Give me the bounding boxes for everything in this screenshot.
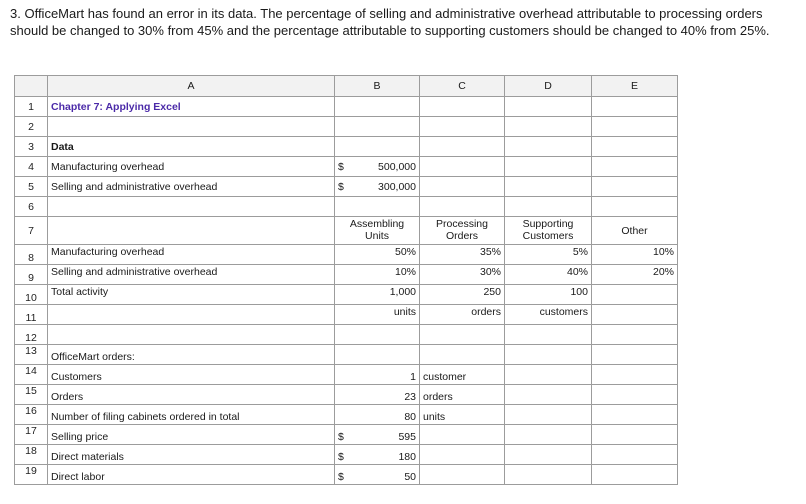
sheet-row — [15, 305, 678, 325]
column-header-row — [15, 76, 678, 97]
cell-c3[interactable] — [420, 137, 505, 157]
cell-a9[interactable]: Selling and administrative overhead — [48, 265, 335, 285]
cell-b19[interactable] — [335, 465, 420, 485]
currency-symbol: $ — [338, 180, 344, 193]
cell-d14[interactable] — [505, 365, 592, 385]
cell-b2[interactable] — [335, 117, 420, 137]
sheet-row — [15, 217, 678, 245]
cell-e19[interactable] — [592, 465, 678, 485]
cell-e15[interactable] — [592, 385, 678, 405]
cell-d7[interactable]: Supporting Customers — [505, 217, 592, 245]
cell-c19[interactable] — [420, 465, 505, 485]
cell-d11[interactable]: customers — [505, 305, 592, 325]
cell-e1[interactable] — [592, 97, 678, 117]
select-all-corner[interactable] — [15, 76, 48, 97]
cell-b16[interactable]: 80 — [335, 405, 420, 425]
cell-d1[interactable] — [505, 97, 592, 117]
cell-d4[interactable] — [505, 157, 592, 177]
cell-e11[interactable] — [592, 305, 678, 325]
cell-a19[interactable]: Direct labor — [48, 465, 335, 485]
cell-d12[interactable] — [505, 325, 592, 345]
row-header[interactable]: 17 — [15, 425, 48, 445]
cell-a16[interactable]: Number of filing cabinets ordered in total — [48, 405, 335, 425]
cell-c5[interactable] — [420, 177, 505, 197]
cell-e14[interactable] — [592, 365, 678, 385]
cell-b7[interactable]: Assembling Units — [335, 217, 420, 245]
cell-b10[interactable]: 1,000 — [335, 285, 420, 305]
cell-c8[interactable]: 35% — [420, 245, 505, 265]
cell-b17-value: 595 — [398, 431, 416, 443]
cell-d10[interactable]: 100 — [505, 285, 592, 305]
cell-b17[interactable] — [335, 425, 420, 445]
cell-d6[interactable] — [505, 197, 592, 217]
sheet-row — [15, 285, 678, 305]
cell-e16[interactable] — [592, 405, 678, 425]
cell-b19-value: 50 — [404, 471, 416, 483]
cell-b9[interactable]: 10% — [335, 265, 420, 285]
row-header[interactable]: 7 — [15, 217, 48, 245]
cell-a7[interactable] — [48, 217, 335, 245]
cell-c7[interactable]: Processing Orders — [420, 217, 505, 245]
cell-a4[interactable]: Manufacturing overhead — [48, 157, 335, 177]
cell-d18[interactable] — [505, 445, 592, 465]
row-header[interactable]: 10 — [15, 285, 48, 305]
cell-a8[interactable]: Manufacturing overhead — [48, 245, 335, 265]
cell-a2[interactable] — [48, 117, 335, 137]
cell-d5[interactable] — [505, 177, 592, 197]
column-header-d[interactable]: D — [505, 76, 592, 97]
row-header[interactable]: 19 — [15, 465, 48, 485]
sheet-row — [15, 425, 678, 445]
cell-e5[interactable] — [592, 177, 678, 197]
cell-d19[interactable] — [505, 465, 592, 485]
row-header[interactable]: 15 — [15, 385, 48, 405]
cell-b4-value: 500,000 — [378, 160, 416, 173]
sheet-row — [15, 245, 678, 265]
cell-b11[interactable]: units — [335, 305, 420, 325]
sheet-row — [15, 465, 678, 485]
cell-d2[interactable] — [505, 117, 592, 137]
cell-b5-value: 300,000 — [378, 180, 416, 193]
currency-symbol: $ — [338, 451, 344, 463]
sheet-row — [15, 137, 678, 157]
cell-b14[interactable]: 1 — [335, 365, 420, 385]
cell-a3[interactable]: Data — [48, 137, 335, 157]
cell-b8[interactable]: 50% — [335, 245, 420, 265]
cell-c16[interactable]: units — [420, 405, 505, 425]
currency-symbol: $ — [338, 160, 344, 173]
cell-a5[interactable]: Selling and administrative overhead — [48, 177, 335, 197]
column-header-e[interactable]: E — [592, 76, 678, 97]
row-header[interactable]: 2 — [15, 117, 48, 137]
column-header-b[interactable]: B — [335, 76, 420, 97]
cell-e7[interactable]: Other — [592, 217, 678, 245]
row-header[interactable]: 5 — [15, 177, 48, 197]
sheet-row — [15, 445, 678, 465]
column-header-c[interactable]: C — [420, 76, 505, 97]
cell-b18[interactable] — [335, 445, 420, 465]
cell-d15[interactable] — [505, 385, 592, 405]
row-header[interactable]: 1 — [15, 97, 48, 117]
cell-d17[interactable] — [505, 425, 592, 445]
currency-symbol: $ — [338, 431, 344, 443]
cell-c9[interactable]: 30% — [420, 265, 505, 285]
sheet-row — [15, 117, 678, 137]
instruction-text: 3. OfficeMart has found an error in its data. The percentage of selling and administrative overhead attributable to processing orders should be changed to 30% from 45% and the percentage attributable to supporting customers should be changed to 40% from 25%. — [10, 6, 770, 38]
cell-a15[interactable]: Orders — [48, 385, 335, 405]
cell-c15[interactable]: orders — [420, 385, 505, 405]
cell-a1[interactable]: Chapter 7: Applying Excel — [48, 97, 335, 117]
cell-e9[interactable]: 20% — [592, 265, 678, 285]
cell-b12[interactable] — [335, 325, 420, 345]
cell-e8[interactable]: 10% — [592, 245, 678, 265]
row-header[interactable]: 18 — [15, 445, 48, 465]
cell-c6[interactable] — [420, 197, 505, 217]
cell-b15[interactable]: 23 — [335, 385, 420, 405]
cell-c18[interactable] — [420, 445, 505, 465]
cell-e18[interactable] — [592, 445, 678, 465]
spreadsheet-grid — [14, 75, 678, 485]
sheet-row — [15, 405, 678, 425]
cell-c13[interactable] — [420, 345, 505, 365]
row-header[interactable]: 4 — [15, 157, 48, 177]
sheet-row — [15, 265, 678, 285]
cell-a12[interactable] — [48, 325, 335, 345]
cell-e6[interactable] — [592, 197, 678, 217]
row-header[interactable]: 6 — [15, 197, 48, 217]
cell-a17[interactable]: Selling price — [48, 425, 335, 445]
sheet-row — [15, 365, 678, 385]
sheet-row — [15, 177, 678, 197]
cell-b18-value: 180 — [398, 451, 416, 463]
row-header[interactable]: 16 — [15, 405, 48, 425]
cell-b4[interactable] — [335, 157, 420, 177]
sheet-row — [15, 97, 678, 117]
row-header[interactable]: 9 — [15, 265, 48, 285]
cell-c2[interactable] — [420, 117, 505, 137]
row-header[interactable]: 14 — [15, 365, 48, 385]
cell-a18[interactable]: Direct materials — [48, 445, 335, 465]
cell-d3[interactable] — [505, 137, 592, 157]
cell-e17[interactable] — [592, 425, 678, 445]
cell-c12[interactable] — [420, 325, 505, 345]
cell-d13[interactable] — [505, 345, 592, 365]
row-header[interactable]: 13 — [15, 345, 48, 365]
sheet-row — [15, 157, 678, 177]
currency-symbol: $ — [338, 471, 344, 483]
row-header[interactable]: 3 — [15, 137, 48, 157]
cell-e4[interactable] — [592, 157, 678, 177]
cell-a6[interactable] — [48, 197, 335, 217]
cell-d8[interactable]: 5% — [505, 245, 592, 265]
column-header-a[interactable]: A — [48, 76, 335, 97]
cell-d9[interactable]: 40% — [505, 265, 592, 285]
cell-b3[interactable] — [335, 137, 420, 157]
cell-b5[interactable] — [335, 177, 420, 197]
cell-d16[interactable] — [505, 405, 592, 425]
cell-a11[interactable] — [48, 305, 335, 325]
cell-c17[interactable] — [420, 425, 505, 445]
cell-b1[interactable] — [335, 97, 420, 117]
cell-a13[interactable]: OfficeMart orders: — [48, 345, 335, 365]
cell-e12[interactable] — [592, 325, 678, 345]
cell-c10[interactable]: 250 — [420, 285, 505, 305]
cell-e10[interactable] — [592, 285, 678, 305]
cell-c4[interactable] — [420, 157, 505, 177]
sheet-row — [15, 385, 678, 405]
cell-e2[interactable] — [592, 117, 678, 137]
sheet-row — [15, 197, 678, 217]
row-header[interactable]: 12 — [15, 325, 48, 345]
cell-c14[interactable]: customer — [420, 365, 505, 385]
row-header[interactable]: 8 — [15, 245, 48, 265]
cell-e3[interactable] — [592, 137, 678, 157]
spreadsheet — [14, 75, 678, 485]
cell-c11[interactable]: orders — [420, 305, 505, 325]
cell-a14[interactable]: Customers — [48, 365, 335, 385]
cell-b6[interactable] — [335, 197, 420, 217]
cell-b13[interactable] — [335, 345, 420, 365]
sheet-row — [15, 345, 678, 365]
cell-c1[interactable] — [420, 97, 505, 117]
cell-e13[interactable] — [592, 345, 678, 365]
cell-a10[interactable]: Total activity — [48, 285, 335, 305]
row-header[interactable]: 11 — [15, 305, 48, 325]
sheet-row — [15, 325, 678, 345]
